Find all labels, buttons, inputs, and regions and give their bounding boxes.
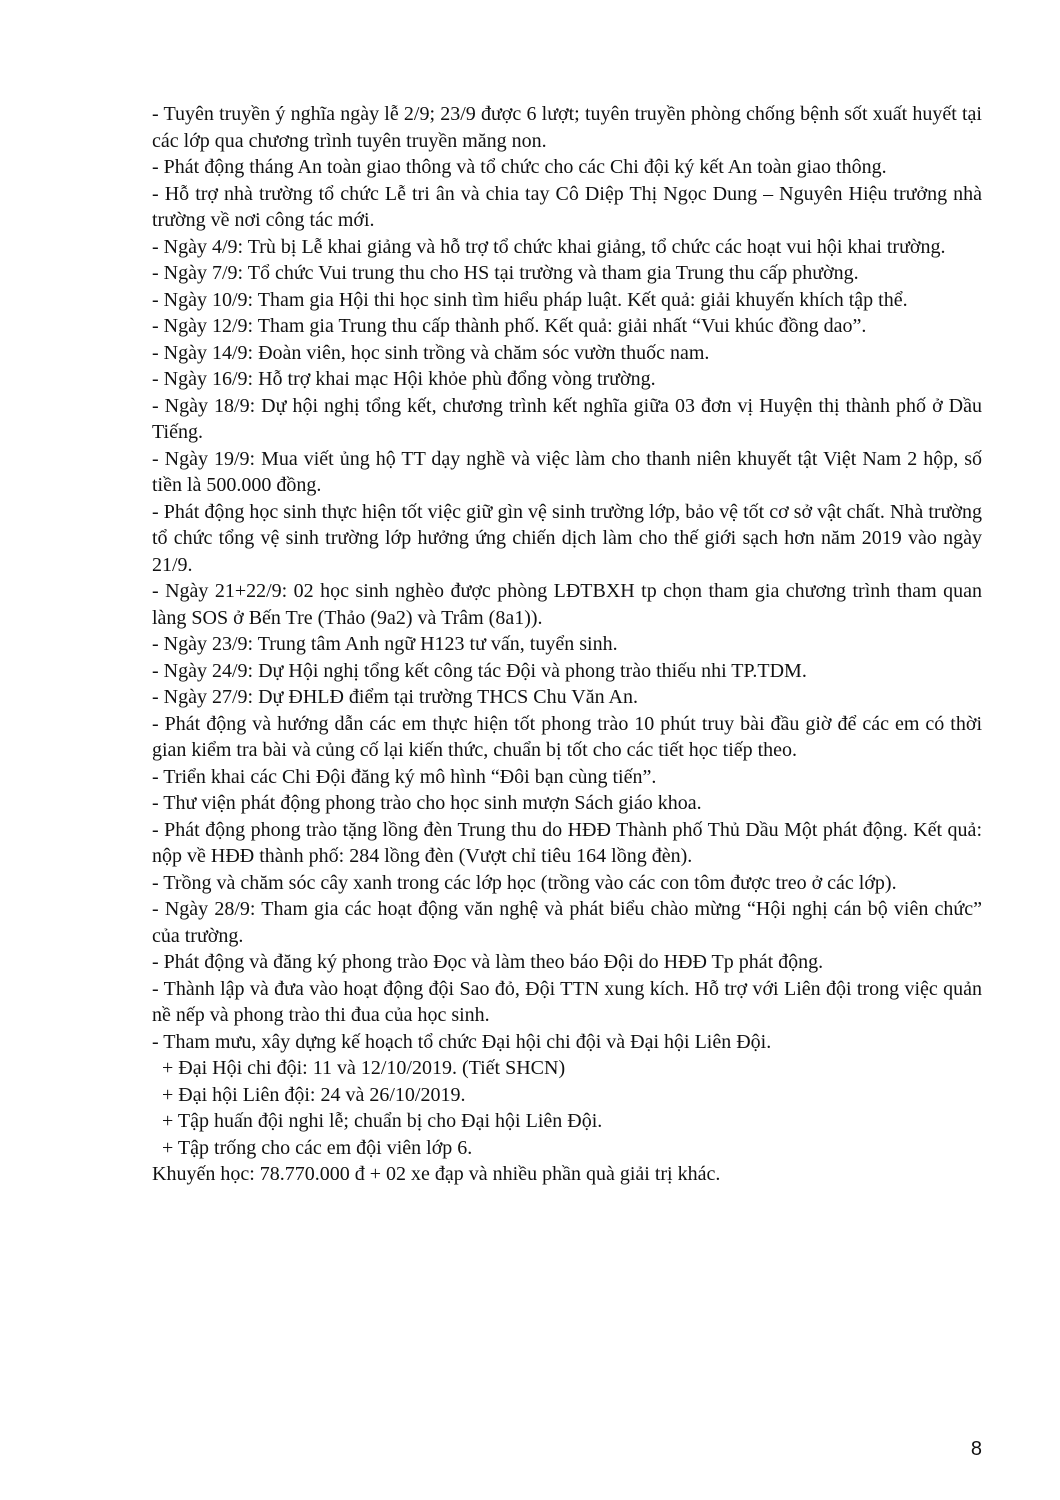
paragraph: - Ngày 28/9: Tham gia các hoạt động văn nghệ và phát biểu chào mừng “Hội nghị cán bộ viên chức” của trường. <box>152 898 982 947</box>
paragraph: - Ngày 10/9: Tham gia Hội thi học sinh tìm hiểu pháp luật. Kết quả: giải khuyến khích tập thể. <box>152 288 908 311</box>
paragraph: - Phát động và hướng dẫn các em thực hiện tốt phong trào 10 phút truy bài đầu giờ để các em có thời gian kiểm tra bài và củng cố lại kiến thức, chuẩn bị tốt cho các tiết học tiếp theo. <box>152 712 982 761</box>
paragraph: - Phát động phong trào tặng lồng đèn Trung thu do HĐĐ Thành phố Thủ Dầu Một phát động. Kết quả: nộp về HĐĐ thành phố: 284 lồng đèn (Vượt chỉ tiêu 164 lồng đèn). <box>152 818 982 867</box>
paragraph: - Hỗ trợ nhà trường tổ chức Lễ tri ân và chia tay Cô Diệp Thị Ngọc Dung – Nguyên Hiệu trưởng nhà trường về nơi công tác mới. <box>152 182 982 231</box>
paragraph: - Triển khai các Chi Đội đăng ký mô hình “Đôi bạn cùng tiến”. <box>152 765 657 788</box>
paragraph: - Ngày 4/9: Trù bị Lễ khai giảng và hỗ trợ tổ chức khai giảng, tổ chức các hoạt vui hội khai trường. <box>152 235 946 258</box>
paragraph: - Ngày 12/9: Tham gia Trung thu cấp thành phố. Kết quả: giải nhất “Vui khúc đồng dao”. <box>152 315 867 337</box>
closing-line: Khuyến học: 78.770.000 đ + 02 xe đạp và nhiều phần quà giải trị khác. <box>152 1163 721 1185</box>
paragraph: - Ngày 19/9: Mua viết ủng hộ TT dạy nghề và việc làm cho thanh niên khuyết tật Việt Nam 2 hộp, số tiền là 500.000 đồng. <box>152 447 982 496</box>
sub-item: + Đại Hội chi đội: 11 và 12/10/2019. (Tiết SHCN) <box>162 1057 566 1079</box>
sub-item: + Tập trống cho các em đội viên lớp 6. <box>162 1136 473 1159</box>
paragraph: - Phát động và đăng ký phong trào Đọc và làm theo báo Đội do HĐĐ Tp phát động. <box>152 951 824 973</box>
paragraph: - Ngày 14/9: Đoàn viên, học sinh trồng và chăm sóc vườn thuốc nam. <box>152 341 710 364</box>
paragraph: - Ngày 16/9: Hỗ trợ khai mạc Hội khỏe phù đổng vòng trường. <box>152 368 656 390</box>
paragraph: - Tham mưu, xây dựng kế hoạch tổ chức Đại hội chi đội và Đại hội Liên Đội. <box>152 1030 772 1053</box>
sub-item: + Đại hội Liên đội: 24 và 26/10/2019. <box>162 1083 466 1106</box>
paragraph: - Thư viện phát động phong trào cho học sinh mượn Sách giáo khoa. <box>152 792 702 814</box>
document-body <box>152 101 982 1188</box>
paragraph: - Ngày 21+22/9: 02 học sinh nghèo được phòng LĐTBXH tp chọn tham gia chương trình tham quan làng SOS ở Bến Tre (Thảo (9a2) và Trâm (8a1)). <box>152 580 982 629</box>
paragraph: - Phát động tháng An toàn giao thông và tổ chức cho các Chi đội ký kết An toàn giao thông. <box>152 156 887 178</box>
paragraph: - Ngày 23/9: Trung tâm Anh ngữ H123 tư vấn, tuyển sinh. <box>152 633 618 655</box>
paragraph: - Ngày 24/9: Dự Hội nghị tổng kết công tác Đội và phong trào thiếu nhi TP.TDM. <box>152 659 807 682</box>
paragraph: - Ngày 27/9: Dự ĐHLĐ điểm tại trường THCS Chu Văn An. <box>152 686 638 708</box>
paragraph: - Ngày 7/9: Tổ chức Vui trung thu cho HS tại trường và tham gia Trung thu cấp phường. <box>152 262 859 284</box>
paragraph: - Thành lập và đưa vào hoạt động đội Sao đỏ, Đội TTN xung kích. Hỗ trợ với Liên đội trong việc quản nề nếp và phong trào thi đua của học sinh. <box>152 977 982 1026</box>
paragraph: - Ngày 18/9: Dự hội nghị tổng kết, chương trình kết nghĩa giữa 03 đơn vị Huyện thị thành phố ở Dầu Tiếng. <box>152 394 982 443</box>
page-number: 8 <box>970 1438 982 1460</box>
sub-item: + Tập huấn đội nghi lễ; chuẩn bị cho Đại hội Liên Đội. <box>162 1110 603 1132</box>
paragraph: - Tuyên truyền ý nghĩa ngày lễ 2/9; 23/9 được 6 lượt; tuyên truyền phòng chống bệnh sốt xuất huyết tại các lớp qua chương trình tuyên truyền măng non. <box>152 103 982 152</box>
paragraph: - Trồng và chăm sóc cây xanh trong các lớp học (trồng vào các con tôm được treo ở các lớp). <box>152 871 897 894</box>
paragraph: - Phát động học sinh thực hiện tốt việc giữ gìn vệ sinh trường lớp, bảo vệ tốt cơ sở vật chất. Nhà trường tổ chức tổng vệ sinh trường lớp hưởng ứng chiến dịch làm cho thế giới sạch hơn năm 2019 vào ngày 21/9. <box>152 500 982 576</box>
